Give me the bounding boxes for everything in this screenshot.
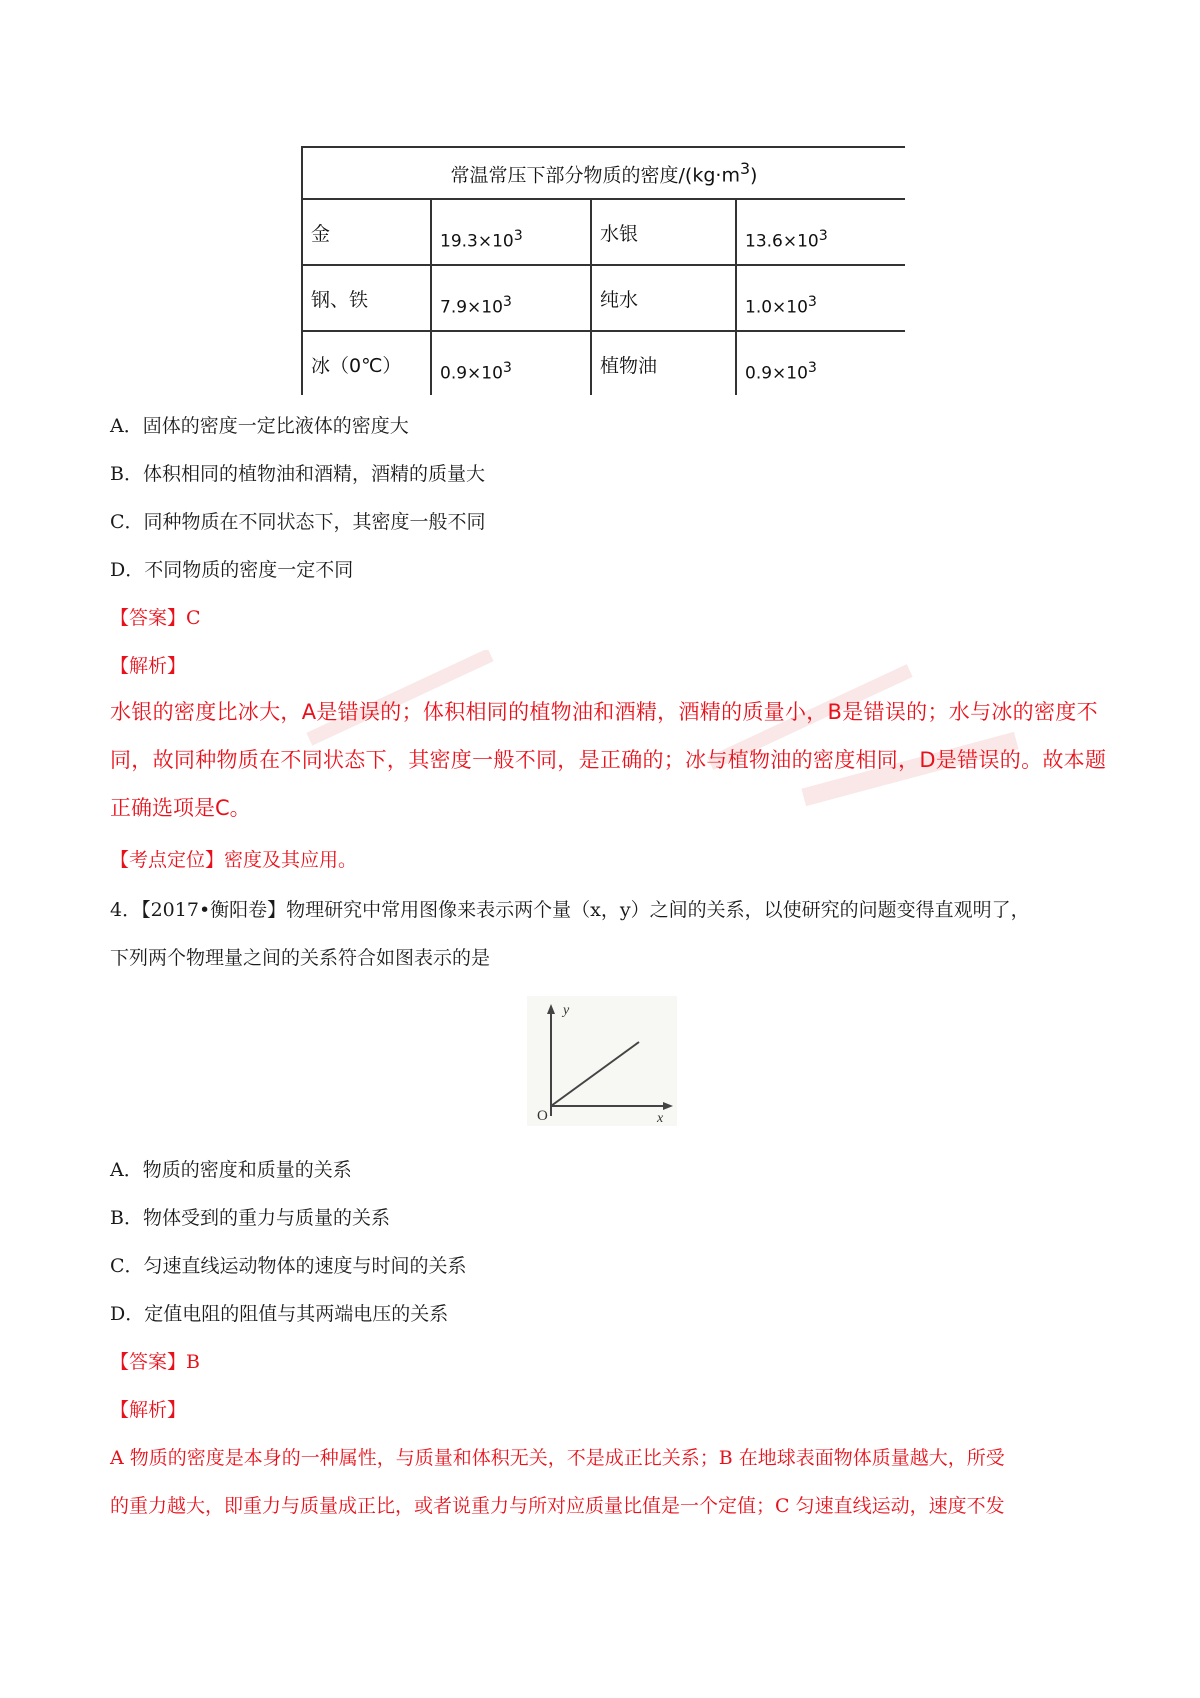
- q3-option-a: A．固体的密度一定比液体的密度大: [110, 415, 409, 437]
- q4-option-a: A．物质的密度和质量的关系: [110, 1159, 352, 1181]
- q4-graph: [527, 996, 677, 1126]
- q4-answer: 【答案】B: [110, 1351, 200, 1373]
- q3-option-d: D．不同物质的密度一定不同: [110, 559, 354, 581]
- q4-option-b: B．物体受到的重力与质量的关系: [110, 1207, 390, 1229]
- q3-analysis-line-2: 同，故同种物质在不同状态下，其密度一般不同，是正确的；冰与植物油的密度相同，D是错误的。故本题: [110, 748, 1107, 772]
- q4-option-c: C．匀速直线运动物体的速度与时间的关系: [110, 1255, 467, 1277]
- q3-analysis-line-1: 水银的密度比冰大，A是错误的；体积相同的植物油和酒精，酒精的质量小，B是错误的；水与冰的密度不: [110, 700, 1098, 724]
- q4-stem-line-1: 4．【2017•衡阳卷】物理研究中常用图像来表示两个量（x，y）之间的关系，以使研究的问题变得直观明了，: [110, 899, 1030, 921]
- table-row: 钢、铁 $7.9\times 10^3$ 纯水 $1.0\times 10^3$: [302, 265, 905, 331]
- graph-y-label: y: [563, 1003, 570, 1018]
- q3-analysis-line-3: 正确选项是C。: [110, 796, 251, 820]
- q4-analysis-label: 【解析】: [110, 1399, 187, 1421]
- density-table-image: [301, 146, 905, 395]
- density-table: [301, 146, 905, 395]
- table-row: 金 $19.3\times 10^3$ 水银 $13.6\times 10^3$: [302, 199, 905, 265]
- graph-x-label: x: [657, 1111, 664, 1126]
- q3-option-c: C．同种物质在不同状态下，其密度一般不同: [110, 511, 486, 533]
- table-title: 常温常压下部分物质的密度$/(kg\cdot m^3)$: [302, 147, 905, 199]
- q3-option-b: B．体积相同的植物油和酒精，酒精的质量大: [110, 463, 485, 485]
- watermark: [280, 650, 1120, 810]
- q4-stem-line-2: 下列两个物理量之间的关系符合如图表示的是: [110, 947, 491, 969]
- q4-analysis-line-1: A 物质的密度是本身的一种属性，与质量和体积无关，不是成正比关系；B 在地球表面物体质量越大，所受: [110, 1447, 1005, 1469]
- q3-analysis-label: 【解析】: [110, 655, 187, 677]
- table-row: 冰（0℃） $0.9\times 10^3$ 植物油 $0.9\times 10^3$: [302, 331, 905, 395]
- q3-kaodian: 【考点定位】密度及其应用。: [110, 849, 358, 871]
- graph-origin-label: O: [537, 1108, 548, 1124]
- q3-answer: 【答案】C: [110, 607, 201, 629]
- q4-option-d: D．定值电阻的阻值与其两端电压的关系: [110, 1303, 449, 1325]
- q4-analysis-line-2: 的重力越大，即重力与质量成正比，或者说重力与所对应质量比值是一个定值；C 匀速直线运动，速度不发: [110, 1495, 1005, 1517]
